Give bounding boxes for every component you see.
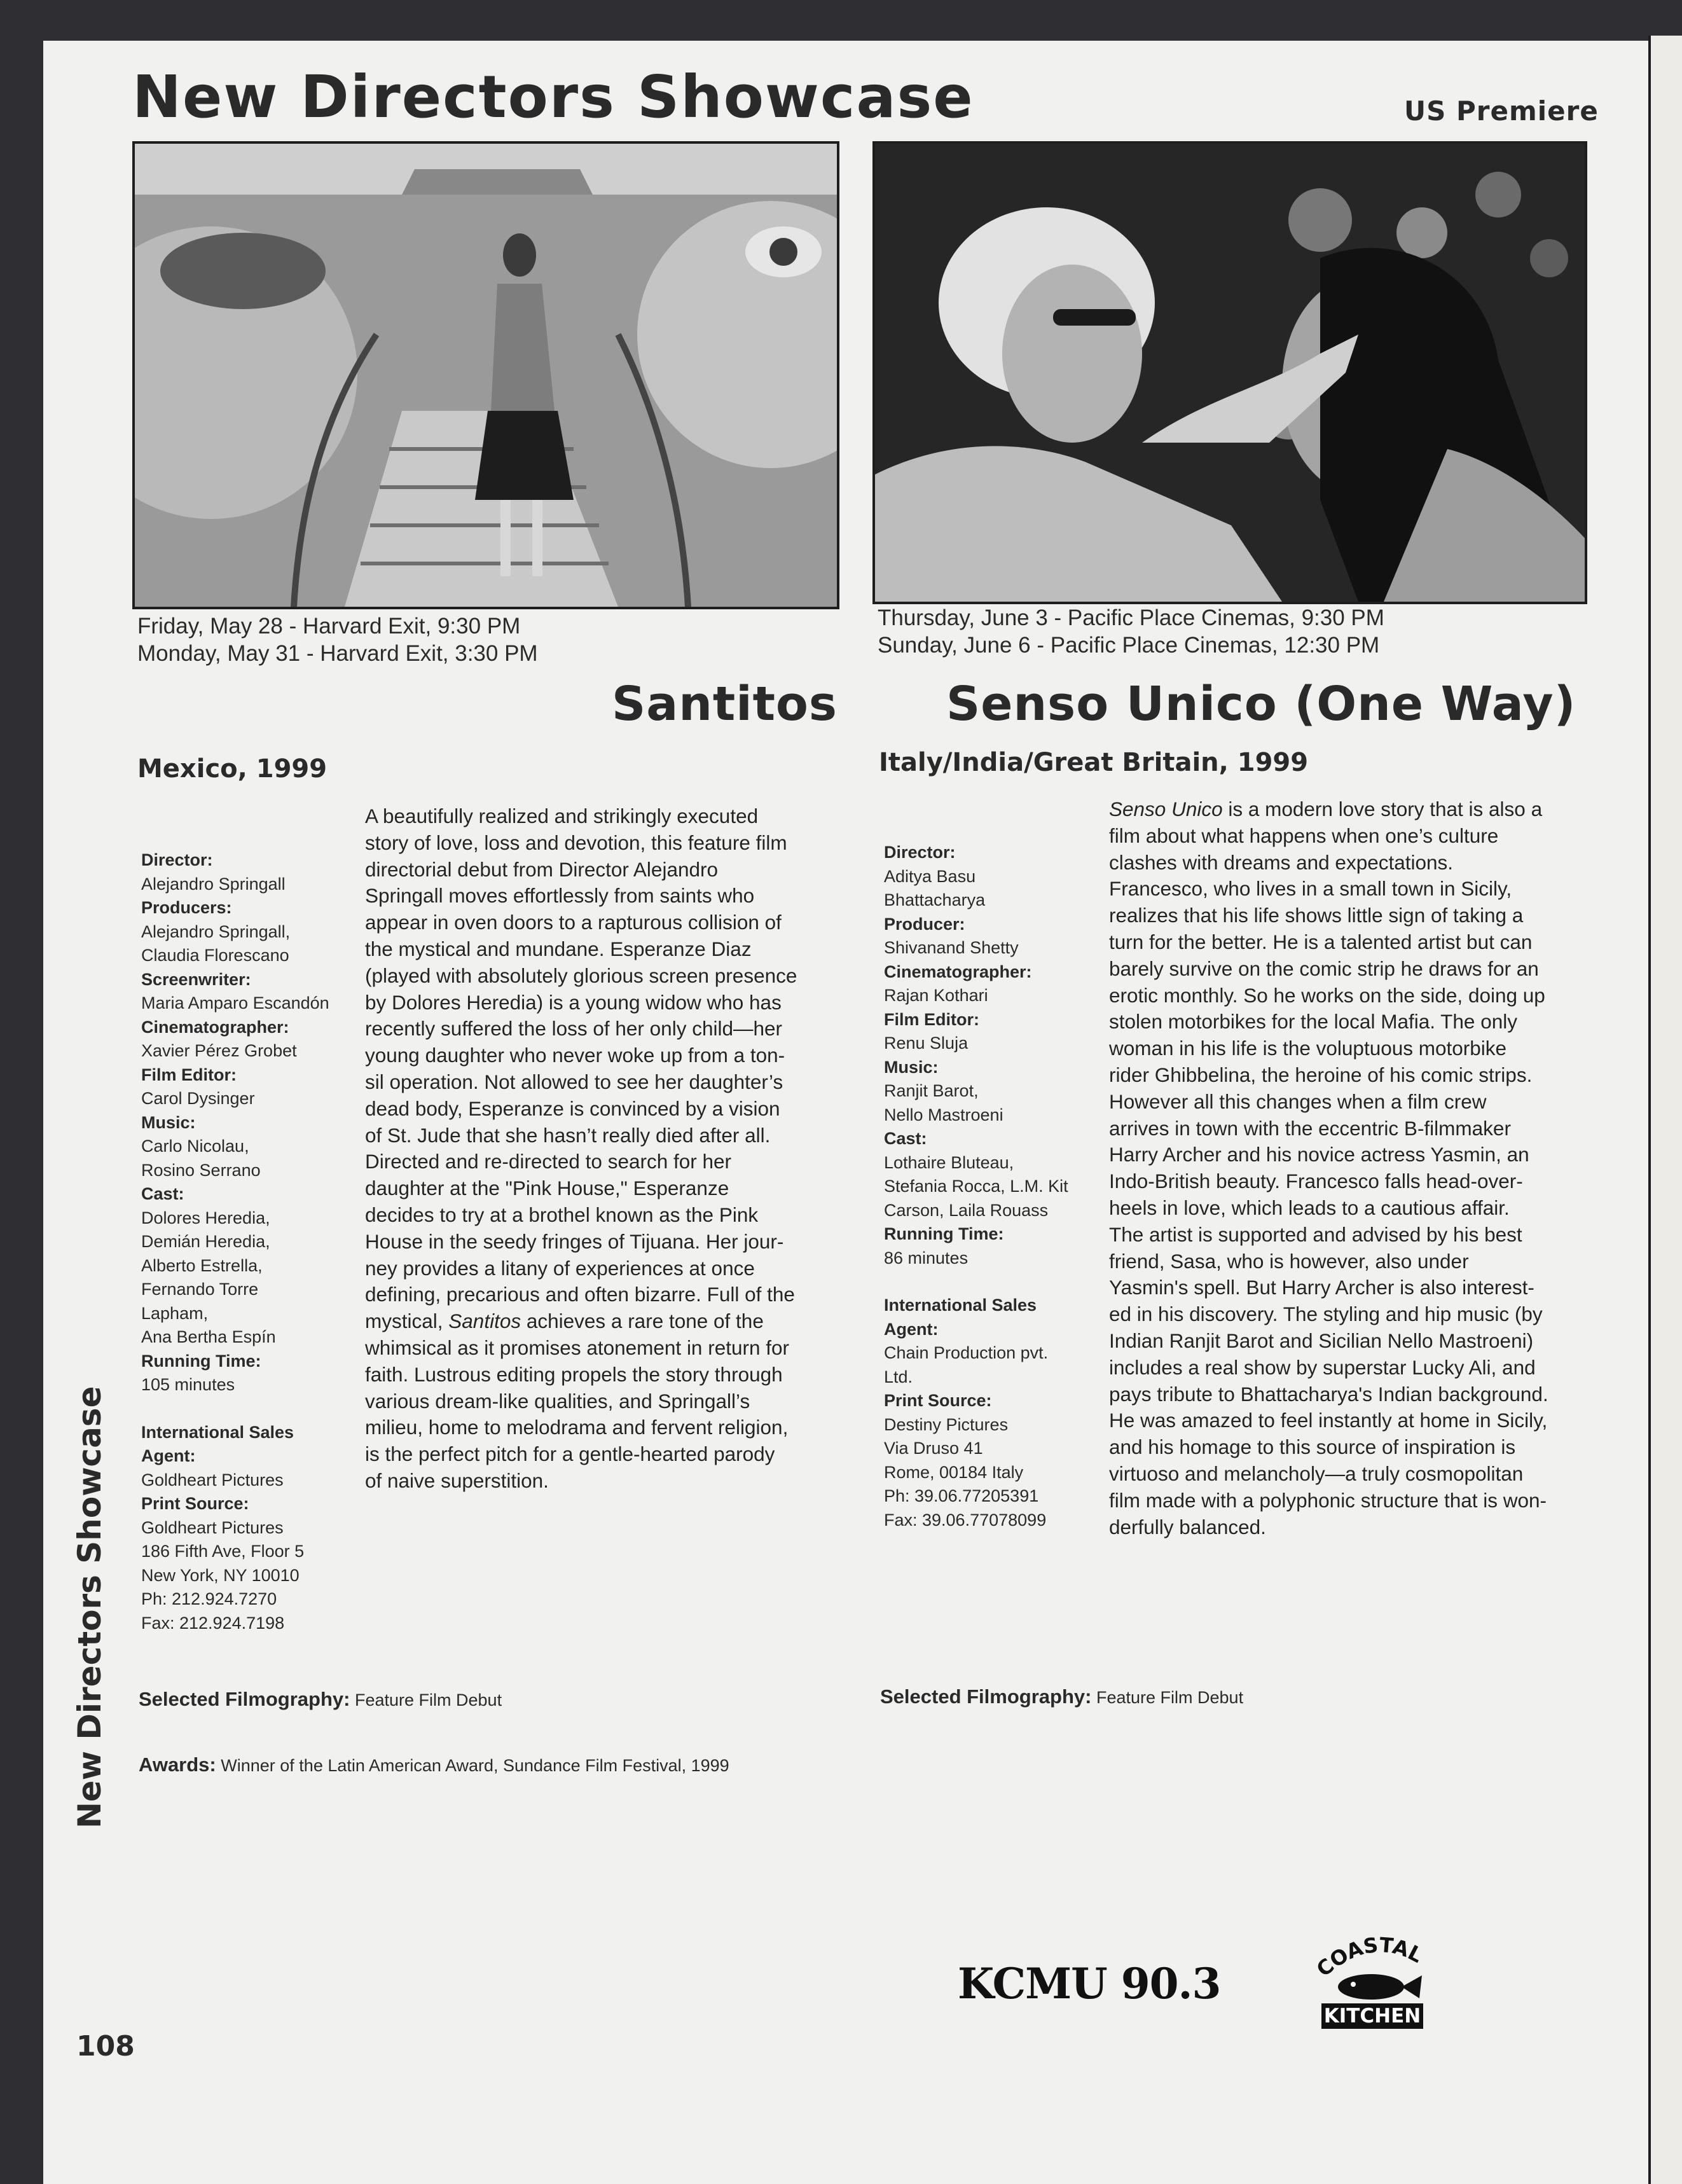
synopsis-line: directorial debut from Director Alejandro <box>365 857 719 881</box>
filmography-label: Selected Filmography: <box>139 1688 350 1710</box>
synopsis-line: sil operation. Not allowed to see her daughter’s <box>365 1070 783 1093</box>
screening-time: Thursday, June 3 - Pacific Place Cinemas, 9:30 PM <box>878 605 1384 630</box>
logo-box-text: KITCHEN <box>1323 2005 1421 2028</box>
credit-value: Demián Heredia, <box>141 1232 270 1251</box>
credit-value: Aditya Basu <box>884 866 976 886</box>
credit-value: New York, NY 10010 <box>141 1565 300 1585</box>
synopsis-line: Directed and re-directed to search for her <box>365 1150 732 1173</box>
credit-label: Cinematographer: <box>141 1017 289 1037</box>
synopsis-line: pays tribute to Bhattacharya's Indian background. <box>1109 1382 1548 1406</box>
coastal-kitchen-logo-art <box>1315 1928 1430 2036</box>
synopsis-line: ed in his discovery. The styling and hip music (by <box>1109 1303 1543 1326</box>
synopsis-line: the mystical and mundane. Esperanze Diaz <box>365 937 752 960</box>
credit-value: Alejandro Springall <box>141 874 286 894</box>
senso-unico-still-photo <box>872 141 1587 604</box>
credit-label: Film Editor: <box>141 1065 237 1084</box>
santitos-synopsis <box>365 803 836 1495</box>
credit-value: Carlo Nicolau, <box>141 1137 249 1156</box>
synopsis-line: A beautifully realized and strikingly executed <box>365 805 759 827</box>
credit-value: Bhattacharya <box>884 890 986 909</box>
senso-unico-origin: Italy/India/Great Britain, 1999 <box>879 748 1309 777</box>
synopsis-line: Senso Unico is a modern love story that is also a <box>1109 798 1543 820</box>
credit-value: Maria Amparo Escandón <box>141 993 329 1013</box>
credit-value: Goldheart Pictures <box>141 1517 284 1537</box>
coastal-kitchen-logo <box>1315 1928 1430 2036</box>
credit-label: Producers: <box>141 898 232 917</box>
credit-label: Cast: <box>884 1129 927 1148</box>
credit-value: 105 minutes <box>141 1375 235 1394</box>
santitos-still-photo <box>132 141 839 609</box>
synopsis-line: realizes that his life shows little sign of taking a <box>1109 904 1524 927</box>
synopsis-line: of St. Jude that she hasn’t really died after all. <box>365 1123 771 1147</box>
synopsis-line: clashes with dreams and expectations. <box>1109 850 1454 874</box>
page-number: 108 <box>76 2030 135 2063</box>
synopsis-line: film about what happens when one’s culture <box>1109 824 1499 847</box>
credit-label: Screenwriter: <box>141 969 251 989</box>
credit-value: Ranjit Barot, <box>884 1081 979 1100</box>
senso-unico-title: Senso Unico (One Way) <box>946 677 1576 731</box>
credit-label: Running Time: <box>884 1224 1004 1243</box>
credit-value: Stefania Rocca, L.M. Kit <box>884 1177 1068 1196</box>
synopsis-line: ney provides a litany of experiences at once <box>365 1256 755 1280</box>
synopsis-line: virtuoso and melancholy—a truly cosmopolitan <box>1109 1462 1524 1485</box>
synopsis-line: barely survive on the comic strip he draws for an <box>1109 957 1539 980</box>
credit-value: Via Druso 41 <box>884 1439 983 1458</box>
synopsis-line: whimsical as it promises atonement in return for <box>365 1336 790 1359</box>
synopsis-line: dead body, Esperanze is convinced by a vision <box>365 1096 780 1120</box>
santitos-credits <box>141 848 345 1635</box>
synopsis-line: recently suffered the loss of her only child—her <box>365 1017 783 1040</box>
credit-value: 86 minutes <box>884 1248 969 1268</box>
screening-time: Sunday, June 6 - Pacific Place Cinemas, 12:30 PM <box>878 633 1380 658</box>
credit-label: Director: <box>141 850 213 869</box>
credit-value: Rajan Kothari <box>884 986 988 1005</box>
santitos-title: Santitos <box>612 677 838 731</box>
section-title: New Directors Showcase <box>132 63 974 131</box>
santitos-schedule <box>137 612 538 667</box>
credit-label: Print Source: <box>884 1391 992 1410</box>
credit-label: Print Source: <box>141 1494 249 1513</box>
synopsis-line: erotic monthly. So he works on the side, doing up <box>1109 983 1545 1007</box>
synopsis-line: friend, Sasa, who is however, also under <box>1109 1249 1469 1273</box>
fish-icon <box>1338 1974 1404 2000</box>
credit-value: Chain Production pvt. <box>884 1343 1049 1362</box>
synopsis-line: House in the seedy fringes of Tijuana. Her jour- <box>365 1229 784 1253</box>
synopsis-line: Harry Archer and his novice actress Yasmin, an <box>1109 1143 1529 1166</box>
synopsis-line: milieu, home to melodrama and fervent religion, <box>365 1416 789 1439</box>
credit-value: Goldheart Pictures <box>141 1470 284 1489</box>
senso-unico-credits <box>884 841 1100 1532</box>
synopsis-line: various dream-like qualities, and Springall’s <box>365 1389 750 1413</box>
synopsis-line: film made with a polyphonic structure that is won- <box>1109 1488 1547 1512</box>
synopsis-line: woman in his life is the voluptuous motorbike <box>1109 1037 1507 1060</box>
synopsis-line: defining, precarious and often bizarre. Full of the <box>365 1283 795 1306</box>
credit-value: Lapham, <box>141 1303 209 1323</box>
synopsis-line: turn for the better. He is a talented artist but can <box>1109 930 1533 953</box>
kcmu-logo-text: KCMU 90.3 <box>958 1959 1221 2008</box>
synopsis-line: However all this changes when a film crew <box>1109 1089 1487 1113</box>
credit-value: Fernando Torre <box>141 1280 259 1299</box>
credit-value: Fax: 212.924.7198 <box>141 1613 285 1633</box>
credit-label: International Sales <box>141 1422 294 1442</box>
senso-unico-synopsis <box>1109 796 1592 1540</box>
synopsis-line: stolen motorbikes for the local Mafia. The only <box>1109 1010 1517 1033</box>
credit-value: Carol Dysinger <box>141 1089 255 1108</box>
credit-value: Ltd. <box>884 1367 913 1386</box>
credit-value: 186 Fifth Ave, Floor 5 <box>141 1542 305 1561</box>
synopsis-line: He was amazed to feel instantly at home in Sicily, <box>1109 1409 1548 1432</box>
filmography-label: Selected Filmography: <box>880 1685 1092 1708</box>
senso-unico-schedule <box>878 604 1384 659</box>
screening-time: Monday, May 31 - Harvard Exit, 3:30 PM <box>137 641 538 666</box>
synopsis-line: Indo-British beauty. Francesco falls head-over- <box>1109 1170 1523 1193</box>
credit-label: International Sales <box>884 1296 1037 1315</box>
credit-value: Ana Bertha Espín <box>141 1327 276 1346</box>
synopsis-line: Indian Ranjit Barot and Sicilian Nello Mastroeni) <box>1109 1329 1534 1352</box>
synopsis-line: Francesco, who lives in a small town in Sicily, <box>1109 877 1512 901</box>
synopsis-line: story of love, loss and devotion, this feature film <box>365 831 787 854</box>
next-page-edge <box>1648 36 1682 2184</box>
synopsis-line: (played with absolutely glorious screen presence <box>365 964 797 987</box>
credit-label: Agent: <box>884 1319 939 1339</box>
credit-value: Alberto Estrella, <box>141 1255 263 1275</box>
credit-value: Destiny Pictures <box>884 1414 1009 1434</box>
synopsis-line: Yasmin's spell. But Harry Archer is also interest- <box>1109 1276 1534 1299</box>
credit-label: Running Time: <box>141 1351 261 1371</box>
synopsis-line: arrives in town with the eccentric B-filmmaker <box>1109 1116 1511 1140</box>
synopsis-line: young daughter who never woke up from a ton- <box>365 1044 785 1067</box>
santitos-origin: Mexico, 1999 <box>137 754 327 784</box>
credit-label: Cinematographer: <box>884 962 1032 981</box>
credit-label: Film Editor: <box>884 1009 979 1029</box>
filmography-value: Feature Film Debut <box>354 1690 502 1710</box>
senso-unico-filmography <box>880 1685 1243 1708</box>
credit-label: Director: <box>884 843 956 862</box>
logo-arc-text: OASTAL <box>1325 1932 1427 1973</box>
credit-value: Ph: 39.06.77205391 <box>884 1486 1039 1505</box>
credit-label: Producer: <box>884 914 965 934</box>
premiere-label: US Premiere <box>1404 95 1599 127</box>
synopsis-line: of naive superstition. <box>365 1469 549 1492</box>
filmography-value: Feature Film Debut <box>1096 1688 1244 1707</box>
screening-time: Friday, May 28 - Harvard Exit, 9:30 PM <box>137 614 521 639</box>
synopsis-line: includes a real show by superstar Lucky Ali, and <box>1109 1355 1536 1379</box>
awards-value: Winner of the Latin American Award, Sundance Film Festival, 1999 <box>221 1756 729 1775</box>
credit-label: Music: <box>884 1057 939 1077</box>
credit-value: Nello Mastroeni <box>884 1105 1003 1124</box>
synopsis-line: mystical, Santitos achieves a rare tone of the <box>365 1310 764 1333</box>
synopsis-line: daughter at the "Pink House," Esperanze <box>365 1177 729 1200</box>
synopsis-line: rider Ghibbelina, the heroine of his comic strips. <box>1109 1063 1533 1086</box>
synopsis-line: by Dolores Heredia) is a young widow who has <box>365 990 782 1014</box>
awards-label: Awards: <box>139 1753 216 1776</box>
credit-value: Carson, Laila Rouass <box>884 1200 1049 1220</box>
credit-value: Xavier Pérez Grobet <box>141 1041 297 1060</box>
credit-label: Cast: <box>141 1184 184 1203</box>
kcmu-logo <box>958 1959 1220 2008</box>
credit-value: Renu Sluja <box>884 1033 969 1053</box>
synopsis-line: decides to try at a brothel known as the Pink <box>365 1203 759 1226</box>
synopsis-line: heels in love, which leads to a cautious affair. <box>1109 1196 1510 1219</box>
santitos-filmography <box>139 1688 502 1711</box>
synopsis-line: faith. Lustrous editing propels the story through <box>365 1362 783 1386</box>
synopsis-line: Springall moves effortlessly from saints who <box>365 884 755 908</box>
credit-value: Fax: 39.06.77078099 <box>884 1510 1047 1530</box>
credit-label: Agent: <box>141 1446 196 1465</box>
side-section-label: New Directors Showcase <box>71 1386 108 1828</box>
synopsis-line: The artist is supported and advised by his best <box>1109 1222 1522 1246</box>
credit-value: Ph: 212.924.7270 <box>141 1589 277 1608</box>
credit-value: Rosino Serrano <box>141 1160 261 1180</box>
film-title-italic: Santitos <box>448 1310 521 1333</box>
synopsis-line: appear in oven doors to a rapturous collision of <box>365 911 782 934</box>
credit-value: Claudia Florescano <box>141 946 289 965</box>
credit-label: Music: <box>141 1112 196 1132</box>
synopsis-line: derfully balanced. <box>1109 1515 1266 1538</box>
credit-value: Alejandro Springall, <box>141 922 291 941</box>
credit-value: Rome, 00184 Italy <box>884 1462 1024 1482</box>
credit-value: Lothaire Bluteau, <box>884 1152 1014 1172</box>
synopsis-line: is the perfect pitch for a gentle-hearted parody <box>365 1442 775 1466</box>
synopsis-line: and his homage to this source of inspiration is <box>1109 1435 1516 1459</box>
credit-value: Dolores Heredia, <box>141 1208 270 1227</box>
santitos-awards <box>139 1753 729 1776</box>
credit-value: Shivanand Shetty <box>884 938 1019 957</box>
film-title-italic: Senso Unico <box>1109 798 1223 820</box>
